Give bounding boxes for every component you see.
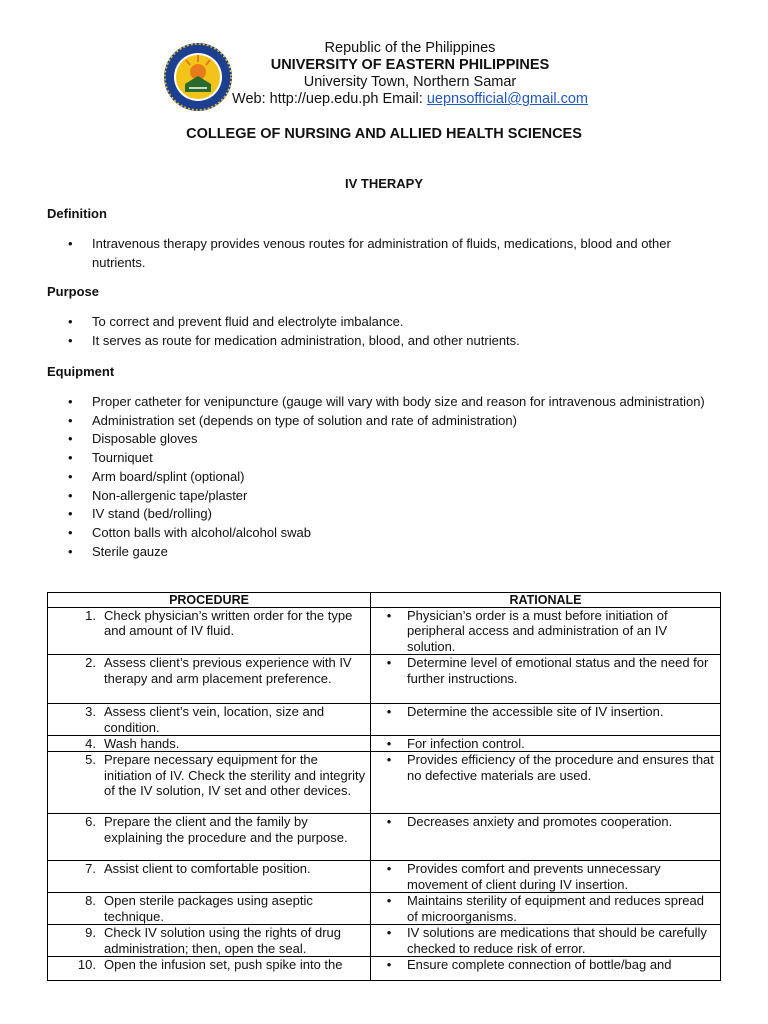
table-row	[48, 861, 721, 893]
procedure-column-header: PROCEDURE	[48, 593, 371, 608]
bullet-icon: •	[386, 736, 392, 752]
step-number: 7.	[85, 861, 96, 877]
table-row	[48, 925, 721, 957]
procedure-text: Open the infusion set, push spike into the	[104, 957, 343, 973]
procedure-cell	[48, 814, 371, 861]
list-item: • It serves as route for medication administration, blood, and other nutrients.	[68, 332, 708, 351]
list-item: • IV stand (bed/rolling)	[68, 505, 708, 524]
table-row	[48, 752, 721, 814]
bullet-icon: •	[386, 861, 392, 877]
rationale-text: Physician’s order is a must before initiation of peripheral access and administration of an IV solution.	[407, 608, 668, 654]
bullet-icon: •	[386, 752, 392, 768]
procedure-cell	[48, 752, 371, 814]
equipment-list	[68, 393, 708, 561]
step-number: 5.	[85, 752, 96, 768]
table-row	[48, 736, 721, 752]
table-row	[48, 893, 721, 925]
purpose-list	[68, 313, 708, 350]
bullet-icon: •	[386, 704, 392, 720]
table-row	[48, 704, 721, 736]
bullet-icon: •	[386, 925, 392, 941]
rationale-text: Provides efficiency of the procedure and ensures that no defective materials are used.	[407, 752, 714, 783]
republic-line: Republic of the Philippines	[324, 40, 496, 56]
list-item: • Cotton balls with alcohol/alcohol swab	[68, 524, 708, 543]
procedure-table-body	[48, 608, 721, 981]
procedure-text: Check physician’s written order for the type and amount of IV fluid.	[104, 608, 353, 639]
step-number: 3.	[85, 704, 96, 720]
rationale-cell	[371, 608, 721, 655]
procedure-text: Assist client to comfortable position.	[104, 861, 311, 877]
rationale-text: Determine level of emotional status and the need for further instructions.	[407, 655, 709, 686]
bullet-icon: •	[386, 655, 392, 671]
procedure-cell	[48, 893, 371, 925]
list-item: • Non-allergenic tape/plaster	[68, 487, 708, 506]
step-number: 10.	[77, 957, 96, 973]
procedure-text: Prepare necessary equipment for the initiation of IV. Check the sterility and integrity of the IV solution, IV set and other devices.	[104, 752, 366, 799]
procedure-cell	[48, 925, 371, 957]
bullet-icon: •	[386, 893, 392, 909]
procedure-table	[47, 592, 721, 981]
rationale-column-header: RATIONALE	[371, 593, 721, 608]
list-item: • Proper catheter for venipuncture (gauge will vary with body size and reason for intravenous administration)	[68, 393, 708, 412]
step-number: 9.	[85, 925, 96, 941]
procedure-cell	[48, 736, 371, 752]
procedure-text: Assess client’s previous experience with IV therapy and arm placement preference.	[104, 655, 352, 686]
equipment-heading: Equipment	[47, 364, 115, 379]
rationale-cell	[371, 925, 721, 957]
rationale-cell	[371, 704, 721, 736]
university-name: UNIVERSITY OF EASTERN PHILIPPINES	[270, 57, 550, 73]
table-row	[48, 957, 721, 981]
rationale-text: Decreases anxiety and promotes cooperation.	[407, 814, 673, 830]
list-item: • Intravenous therapy provides venous routes for administration of fluids, medications, blood and other nutrients.	[68, 235, 708, 272]
bullet-icon: •	[386, 814, 392, 830]
contact-line	[200, 91, 620, 108]
purpose-heading: Purpose	[47, 284, 100, 299]
procedure-cell	[48, 608, 371, 655]
list-item: • Sterile gauze	[68, 543, 708, 562]
rationale-text: Determine the accessible site of IV insertion.	[407, 704, 664, 720]
procedure-cell	[48, 861, 371, 893]
step-number: 1.	[85, 608, 96, 623]
college-name: COLLEGE OF NURSING AND ALLIED HEALTH SCIENCES	[186, 126, 582, 142]
definition-list	[68, 235, 708, 272]
table-row	[48, 608, 721, 655]
procedure-text: Open sterile packages using aseptic technique.	[104, 893, 313, 924]
procedure-cell	[48, 655, 371, 704]
definition-heading: Definition	[47, 206, 107, 221]
rationale-text: IV solutions are medications that should be carefully checked to reduce risk of error.	[407, 925, 707, 956]
letterhead	[0, 40, 768, 115]
rationale-text: For infection control.	[407, 736, 525, 752]
procedure-text: Check IV solution using the rights of drug administration; then, open the seal.	[104, 925, 342, 956]
table-row	[48, 814, 721, 861]
bullet-icon: •	[386, 608, 392, 623]
web-label: Web: http://uep.edu.ph Email:	[232, 91, 427, 107]
step-number: 4.	[85, 736, 96, 752]
step-number: 2.	[85, 655, 96, 671]
list-item: • Disposable gloves	[68, 430, 708, 449]
table-header-row	[48, 593, 721, 608]
procedure-text: Wash hands.	[104, 736, 180, 752]
list-item: • Arm board/splint (optional)	[68, 468, 708, 487]
rationale-cell	[371, 736, 721, 752]
step-number: 6.	[85, 814, 96, 830]
rationale-cell	[371, 957, 721, 981]
rationale-cell	[371, 752, 721, 814]
list-item: • To correct and prevent fluid and electrolyte imbalance.	[68, 313, 708, 332]
list-item: • Tourniquet	[68, 449, 708, 468]
letterhead-text	[200, 40, 620, 108]
rationale-cell	[371, 893, 721, 925]
procedure-cell	[48, 957, 371, 981]
rationale-text: Ensure complete connection of bottle/bag and	[407, 957, 672, 973]
rationale-text: Maintains sterility of equipment and reduces spread of microorganisms.	[407, 893, 704, 924]
procedure-text: Assess client’s vein, location, size and condition.	[104, 704, 325, 735]
rationale-cell	[371, 814, 721, 861]
rationale-text: Provides comfort and prevents unnecessary movement of client during IV insertion.	[407, 861, 661, 892]
rationale-cell	[371, 861, 721, 893]
step-number: 8.	[85, 893, 96, 909]
procedure-cell	[48, 704, 371, 736]
table-row	[48, 655, 721, 704]
bullet-icon: •	[386, 957, 392, 973]
procedure-text: Prepare the client and the family by explaining the procedure and the purpose.	[104, 814, 348, 845]
email-link[interactable]: uepnsofficial@gmail.com	[426, 91, 588, 107]
university-location: University Town, Northern Samar	[303, 74, 517, 90]
list-item: • Administration set (depends on type of solution and rate of administration)	[68, 412, 708, 431]
document-title: IV THERAPY	[344, 176, 423, 191]
rationale-cell	[371, 655, 721, 704]
